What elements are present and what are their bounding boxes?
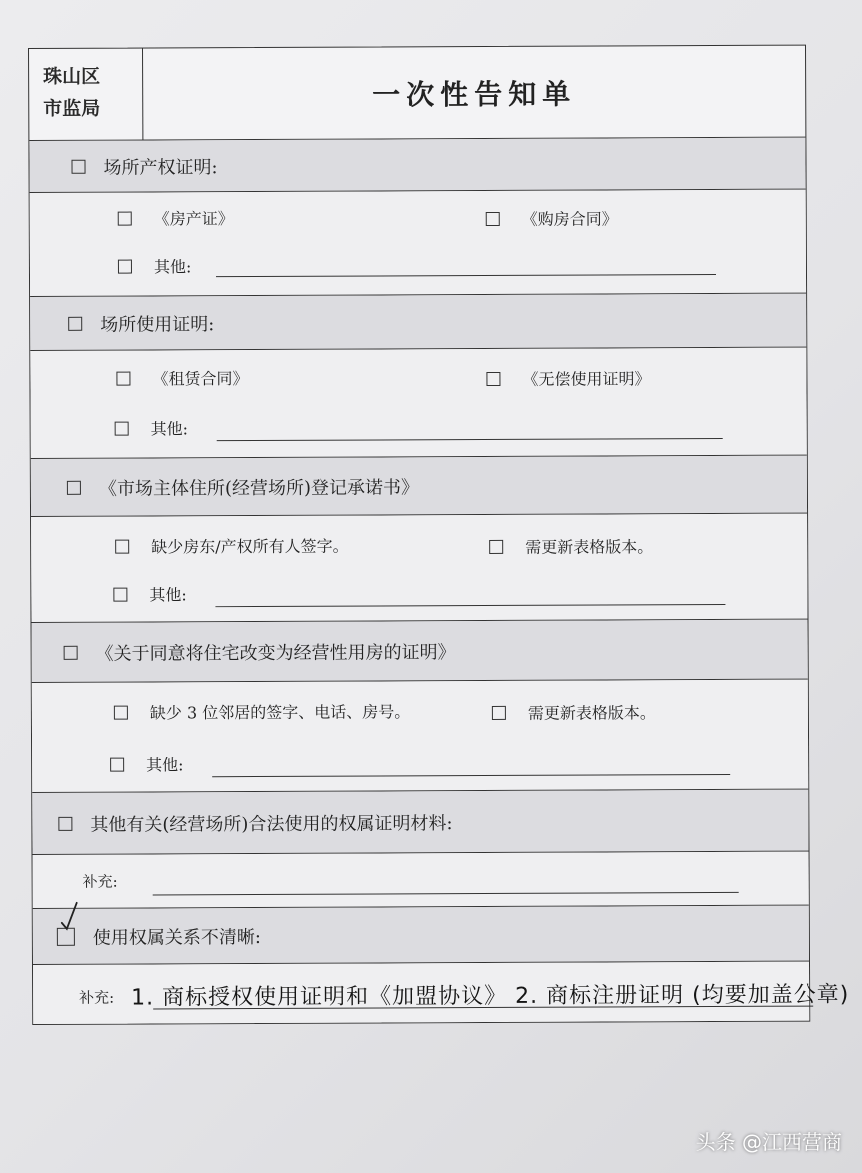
lease-contract-checkbox[interactable] xyxy=(116,371,130,385)
neighbor-signature-checkbox[interactable] xyxy=(114,705,128,719)
other-proof-supplement-label: 补充: xyxy=(82,872,118,891)
residential-new-version-label: 需更新表格版本。 xyxy=(527,703,656,723)
section-commitment-letter xyxy=(31,456,807,517)
residential-new-version-checkbox[interactable] xyxy=(492,705,506,719)
neighbor-signature-label: 缺少 3 位邻居的签字、电话、房号。 xyxy=(149,702,411,723)
checkmark-icon xyxy=(59,901,81,931)
commitment-letter-checkbox[interactable] xyxy=(67,480,81,494)
handwritten-note: 1. 商标授权使用证明和《加盟协议》 2. 商标注册证明 (均要加盖公章) xyxy=(131,982,850,1011)
commitment-new-version-checkbox[interactable] xyxy=(489,539,503,553)
residential-change-label: 《关于同意将住宅改变为经营性用房的证明》 xyxy=(95,641,456,665)
unclear-ownership-supplement-label: 补充: xyxy=(79,988,115,1007)
form-header xyxy=(29,46,805,141)
residential-other-checkbox[interactable] xyxy=(110,757,124,771)
section-residential-change xyxy=(32,620,808,683)
usage-proof-label: 场所使用证明: xyxy=(100,313,215,336)
property-proof-label: 场所产权证明: xyxy=(103,156,218,179)
usage-other-input-line[interactable] xyxy=(217,438,723,441)
property-proof-checkbox[interactable] xyxy=(71,159,85,173)
section-usage-proof-options xyxy=(30,348,806,459)
usage-proof-checkbox[interactable] xyxy=(68,316,82,330)
commitment-new-version-label: 需更新表格版本。 xyxy=(525,537,654,557)
other-proof-supplement-line[interactable] xyxy=(153,892,739,896)
department-line-2: 市监局 xyxy=(43,97,101,120)
commitment-other-checkbox[interactable] xyxy=(113,587,127,601)
section-commitment-letter-options xyxy=(31,514,807,623)
section-usage-proof xyxy=(30,294,806,351)
purchase-contract-label: 《购房合同》 xyxy=(521,209,618,229)
house-certificate-label: 《房产证》 xyxy=(153,209,234,229)
section-other-proof-supplement xyxy=(33,852,809,909)
residential-other-input-line[interactable] xyxy=(212,774,730,777)
property-other-checkbox[interactable] xyxy=(118,259,132,273)
other-proof-checkbox[interactable] xyxy=(58,816,72,830)
free-use-proof-label: 《无偿使用证明》 xyxy=(522,369,651,389)
property-other-label: 其他: xyxy=(153,257,192,277)
notice-form xyxy=(28,45,850,1025)
residential-change-checkbox[interactable] xyxy=(64,645,78,659)
commitment-other-input-line[interactable] xyxy=(215,604,725,607)
other-proof-label: 其他有关(经营场所)合法使用的权属证明材料: xyxy=(90,812,453,836)
section-unclear-ownership xyxy=(33,906,809,965)
landlord-signature-checkbox[interactable] xyxy=(115,539,129,553)
usage-other-label: 其他: xyxy=(150,419,189,439)
lease-contract-label: 《租赁合同》 xyxy=(152,369,249,389)
section-property-proof-options xyxy=(30,190,806,297)
unclear-ownership-label: 使用权属关系不清晰: xyxy=(92,926,262,949)
commitment-letter-label: 《市场主体住所(经营场所)登记承诺书》 xyxy=(98,476,420,500)
form-title: 一次性告知单 xyxy=(372,77,577,112)
section-other-proof xyxy=(32,790,808,855)
residential-other-label: 其他: xyxy=(146,755,184,775)
commitment-other-label: 其他: xyxy=(149,585,187,605)
watermark: 头条 @江西营商 xyxy=(695,1130,842,1154)
free-use-proof-checkbox[interactable] xyxy=(486,371,500,385)
section-unclear-ownership-supplement xyxy=(33,962,850,1024)
house-certificate-checkbox[interactable] xyxy=(118,211,132,225)
department-name xyxy=(29,48,143,140)
section-property-proof xyxy=(29,138,805,193)
landlord-signature-label: 缺少房东/产权所有人签字。 xyxy=(151,536,349,557)
usage-other-checkbox[interactable] xyxy=(115,421,129,435)
section-residential-change-options xyxy=(32,680,808,793)
department-line-1: 珠山区 xyxy=(43,65,101,88)
purchase-contract-checkbox[interactable] xyxy=(486,211,500,225)
property-other-input-line[interactable] xyxy=(216,274,716,277)
